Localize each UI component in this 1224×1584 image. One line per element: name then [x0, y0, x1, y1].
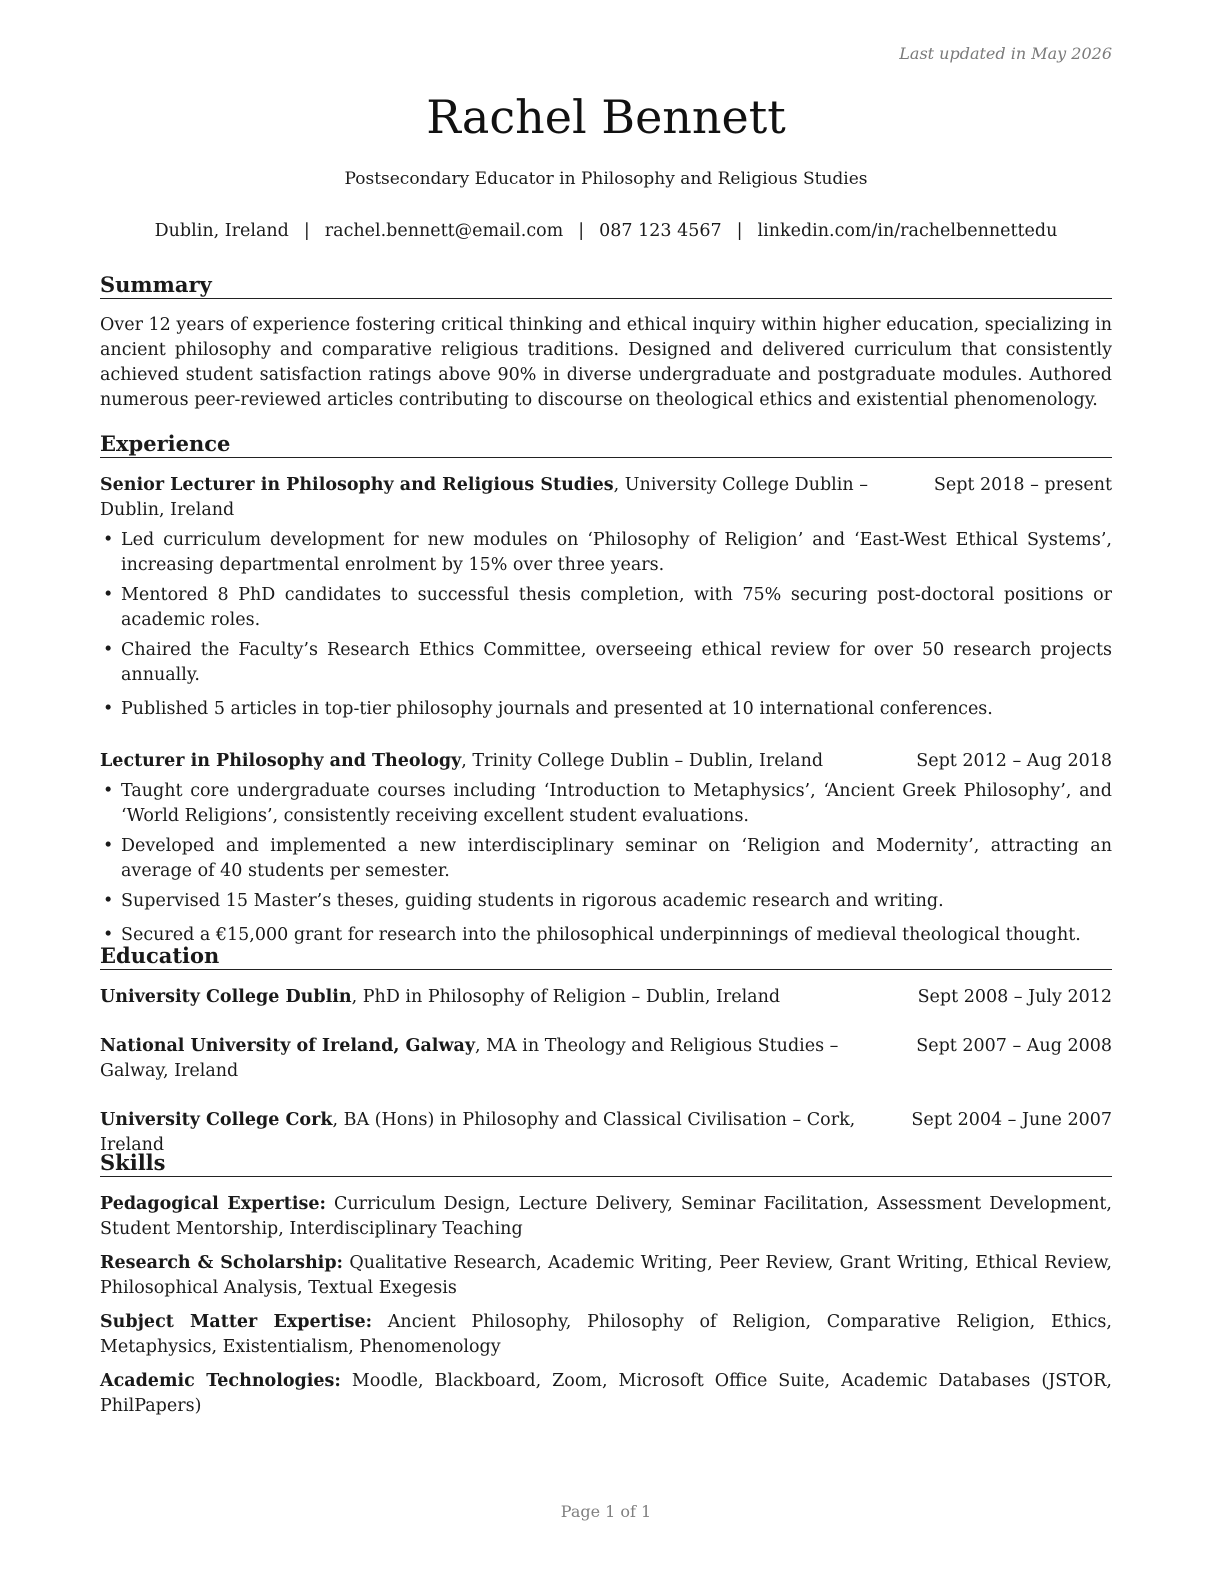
skills-section	[100, 1150, 1112, 1419]
job-org: , University College Dublin – Dublin, Ireland	[100, 475, 868, 520]
contact-separator: |	[303, 221, 310, 241]
education-dates: Sept 2008 – July 2012	[917, 987, 1112, 1007]
list-item: • Mentored 8 PhD candidates to successful thesis completion, with 75% securing post-doctoral positions or academic roles.	[103, 585, 1112, 630]
candidate-name: Rachel Bennett	[426, 90, 786, 144]
education-section	[100, 943, 1112, 1158]
section-title-education: Education	[100, 943, 1112, 970]
contact-email[interactable]: rachel.bennett@email.com	[324, 221, 564, 241]
skill-items: Curriculum Design, Lecture Delivery, Seminar Facilitation, Assessment Development, Student Mentorship, Interdisciplinary Teaching	[100, 1194, 1112, 1239]
list-item: • Taught core undergraduate courses including ‘Introduction to Metaphysics’, ‘Ancient Greek Philosophy’, and ‘World Religions’, consistently receiving excellent student evaluations.	[103, 781, 1112, 826]
skill-label: Subject Matter Expertise:	[100, 1312, 373, 1332]
contact-separator: |	[578, 221, 585, 241]
education-school: University College Cork	[100, 1110, 333, 1130]
job-bullets	[100, 528, 1112, 722]
contact-separator: |	[736, 221, 743, 241]
last-updated-note: Last updated in May 2026	[899, 44, 1112, 63]
section-title-summary: Summary	[100, 272, 1112, 299]
job-header	[100, 749, 1112, 774]
section-title-skills: Skills	[100, 1150, 1112, 1177]
job-role: Senior Lecturer in Philosophy and Religious Studies	[100, 475, 614, 495]
education-detail: , MA in Theology and Religious Studies – Galway, Ireland	[100, 1036, 839, 1081]
job-header	[100, 473, 1112, 523]
skill-group	[100, 1310, 1112, 1360]
job-dates: Sept 2012 – Aug 2018	[916, 751, 1112, 771]
contact-location: Dublin, Ireland	[154, 221, 289, 241]
education-school: University College Dublin	[100, 987, 352, 1007]
skill-group	[100, 1369, 1112, 1419]
job-entry	[100, 473, 1112, 722]
contact-linkedin[interactable]: linkedin.com/in/rachelbennettedu	[757, 221, 1058, 241]
summary-section	[100, 272, 1112, 413]
education-detail: , PhD in Philosophy of Religion – Dublin, Ireland	[351, 987, 781, 1007]
skill-label: Research & Scholarship:	[100, 1253, 344, 1273]
skill-label: Academic Technologies:	[100, 1371, 341, 1391]
page-number: Page 1 of 1	[560, 1502, 652, 1521]
skill-group	[100, 1192, 1112, 1242]
skill-group	[100, 1251, 1112, 1301]
list-item: • Chaired the Faculty’s Research Ethics Committee, overseeing ethical review for over 50 research projects annually.	[103, 640, 1112, 685]
job-entry	[100, 749, 1112, 948]
resume-page	[100, 0, 1112, 1584]
list-item: • Led curriculum development for new modules on ‘Philosophy of Religion’ and ‘East-West Ethical Systems’, increasing departmental enrolment by 15% over three years.	[103, 530, 1112, 575]
job-bullets	[100, 779, 1112, 948]
job-org: , Trinity College Dublin – Dublin, Ireland	[461, 751, 824, 771]
education-dates: Sept 2004 – June 2007	[911, 1110, 1112, 1130]
summary-text: Over 12 years of experience fostering critical thinking and ethical inquiry within higher education, specializing in ancient philosophy and comparative religious traditions. Designed and delivered curriculum that consistently achieved student satisfaction ratings above 90% in diverse undergraduate and postgraduate modules. Authored numerous peer-reviewed articles contributing to discourse on theological ethics and existential phenomenology.	[100, 315, 1112, 410]
list-item: • Supervised 15 Master’s theses, guiding students in rigorous academic research and writing.	[103, 891, 944, 911]
skill-label: Pedagogical Expertise:	[100, 1194, 326, 1214]
contact-line	[100, 219, 1112, 243]
section-title-experience: Experience	[100, 431, 1112, 458]
list-item: • Secured a €15,000 grant for research into the philosophical underpinnings of medieval theological thought.	[103, 925, 1081, 945]
list-item: • Published 5 articles in top-tier philosophy journals and presented at 10 international conferences.	[103, 699, 993, 719]
education-detail: , BA (Hons) in Philosophy and Classical Civilisation – Cork, Ireland	[100, 1110, 856, 1155]
experience-section	[100, 431, 1112, 948]
skill-items: Moodle, Blackboard, Zoom, Microsoft Office Suite, Academic Databases (JSTOR, PhilPapers)	[100, 1371, 1112, 1416]
list-item: • Developed and implemented a new interdisciplinary seminar on ‘Religion and Modernity’, attracting an average of 40 students per semester.	[103, 836, 1112, 881]
contact-phone[interactable]: 087 123 4567	[599, 221, 722, 241]
skill-items: Ancient Philosophy, Philosophy of Religion, Comparative Religion, Ethics, Metaphysics, Existentialism, Phenomenology	[100, 1312, 1112, 1357]
candidate-subtitle: Postsecondary Educator in Philosophy and Religious Studies	[344, 169, 868, 189]
job-dates: Sept 2018 – present	[933, 475, 1112, 495]
job-role: Lecturer in Philosophy and Theology	[100, 751, 462, 771]
education-entry	[100, 1034, 1112, 1084]
education-dates: Sept 2007 – Aug 2008	[916, 1036, 1112, 1056]
education-entry	[100, 985, 1112, 1010]
skill-items: Qualitative Research, Academic Writing, Peer Review, Grant Writing, Ethical Review, Philosophical Analysis, Textual Exegesis	[100, 1253, 1112, 1298]
education-school: National University of Ireland, Galway	[100, 1036, 476, 1056]
